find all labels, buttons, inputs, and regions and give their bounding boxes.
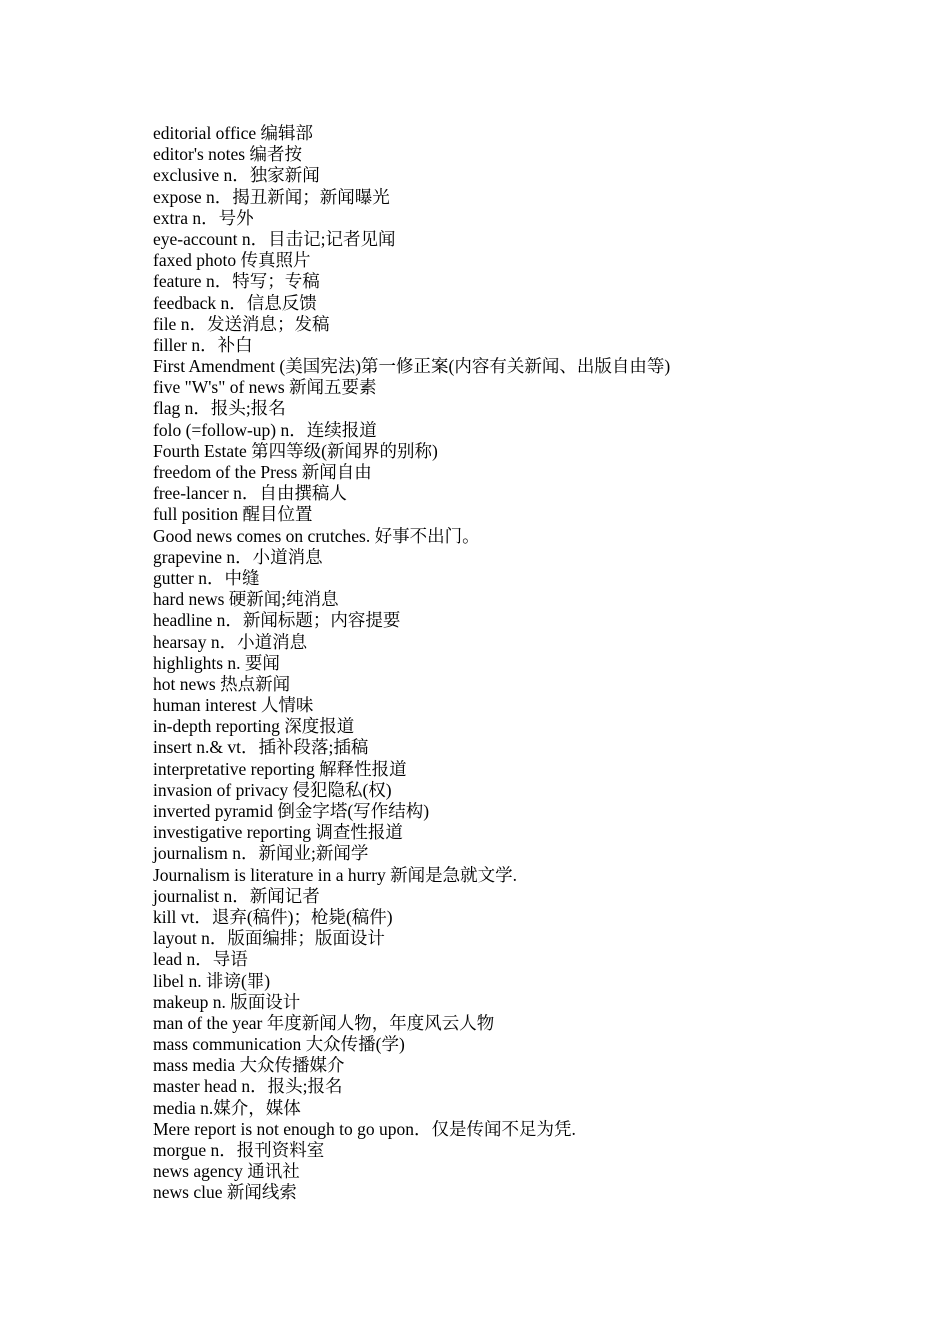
glossary-entry: full position 醒目位置 [153,504,313,525]
glossary-entry: hot news 热点新闻 [153,673,291,694]
glossary-entry: grapevine n．小道消息 [153,546,323,567]
glossary-entry: insert n.& vt．插补段落;插稿 [153,737,369,758]
glossary-entry: flag n．报头;报名 [153,398,286,419]
glossary-entry: freedom of the Press 新闻自由 [153,462,372,482]
glossary-entry: mass media 大众传播媒介 [153,1055,345,1076]
glossary-entry: mass communication 大众传播(学) [153,1034,405,1055]
glossary-entry: journalist n．新闻记者 [153,885,320,906]
glossary-entry: Mere report is not enough to go upon．仅是传闻不足为凭. [153,1118,576,1139]
glossary-entry: editorial office 编辑部 [153,123,314,143]
glossary-entry: hearsay n．小道消息 [153,631,308,652]
glossary-list [153,123,913,1204]
glossary-entry: free-lancer n．自由撰稿人 [153,483,347,504]
glossary-entry: gutter n．中缝 [153,567,260,588]
glossary-entry: news clue 新闻线索 [153,1182,297,1203]
glossary-entry: news agency 通讯社 [153,1161,300,1182]
glossary-entry: file n．发送消息；发稿 [153,313,330,334]
glossary-entry: media n.媒介，媒体 [153,1097,301,1118]
glossary-entry: headline n．新闻标题；内容提要 [153,610,401,631]
glossary-entry: extra n．号外 [153,207,254,228]
glossary-entry: feature n．特写；专稿 [153,271,320,292]
glossary-entry: kill vt．退弃(稿件)；枪毙(稿件) [153,906,393,927]
glossary-entry: expose n．揭丑新闻；新闻曝光 [153,186,390,207]
glossary-entry: filler n．补白 [153,334,253,355]
glossary-entry: hard news 硬新闻;纯消息 [153,589,339,610]
glossary-entry: Fourth Estate 第四等级(新闻界的别称) [153,440,438,461]
glossary-entry: feedback n．信息反馈 [153,292,317,313]
glossary-entry: libel n. 诽谤(罪) [153,970,271,991]
glossary-entry: layout n．版面编排；版面设计 [153,928,385,949]
glossary-entry: highlights n. 要闻 [153,652,280,673]
glossary-entry: five "W's" of news 新闻五要素 [153,377,377,398]
glossary-entry: human interest 人情味 [153,695,314,716]
glossary-entry: Journalism is literature in a hurry 新闻是急就文学. [153,864,518,885]
glossary-entry: morgue n．报刊资料室 [153,1140,325,1160]
glossary-entry: journalism n．新闻业;新闻学 [153,843,369,864]
glossary-entry: faxed photo 传真照片 [153,250,311,271]
glossary-entry: First Amendment (美国宪法)第一修正案(内容有关新闻、出版自由等) [153,356,671,377]
glossary-entry: folo (=follow-up) n．连续报道 [153,419,377,440]
glossary-entry: Good news comes on crutches. 好事不出门。 [153,525,480,546]
glossary-entry: master head n．报头;报名 [153,1076,343,1097]
glossary-entry: man of the year 年度新闻人物，年度风云人物 [153,1012,495,1033]
glossary-entry: editor's notes 编者按 [153,144,302,165]
glossary-entry: interpretative reporting 解释性报道 [153,758,407,779]
glossary-entry: lead n．导语 [153,949,248,970]
glossary-entry: invasion of privacy 侵犯隐私(权) [153,779,392,800]
glossary-entry: exclusive n．独家新闻 [153,165,320,186]
glossary-entry: makeup n. 版面设计 [153,991,301,1012]
glossary-entry: investigative reporting 调查性报道 [153,822,403,843]
glossary-entry: in-depth reporting 深度报道 [153,716,355,737]
glossary-entry: eye-account n．目击记;记者见闻 [153,228,396,249]
glossary-entry: inverted pyramid 倒金字塔(写作结构) [153,801,430,821]
